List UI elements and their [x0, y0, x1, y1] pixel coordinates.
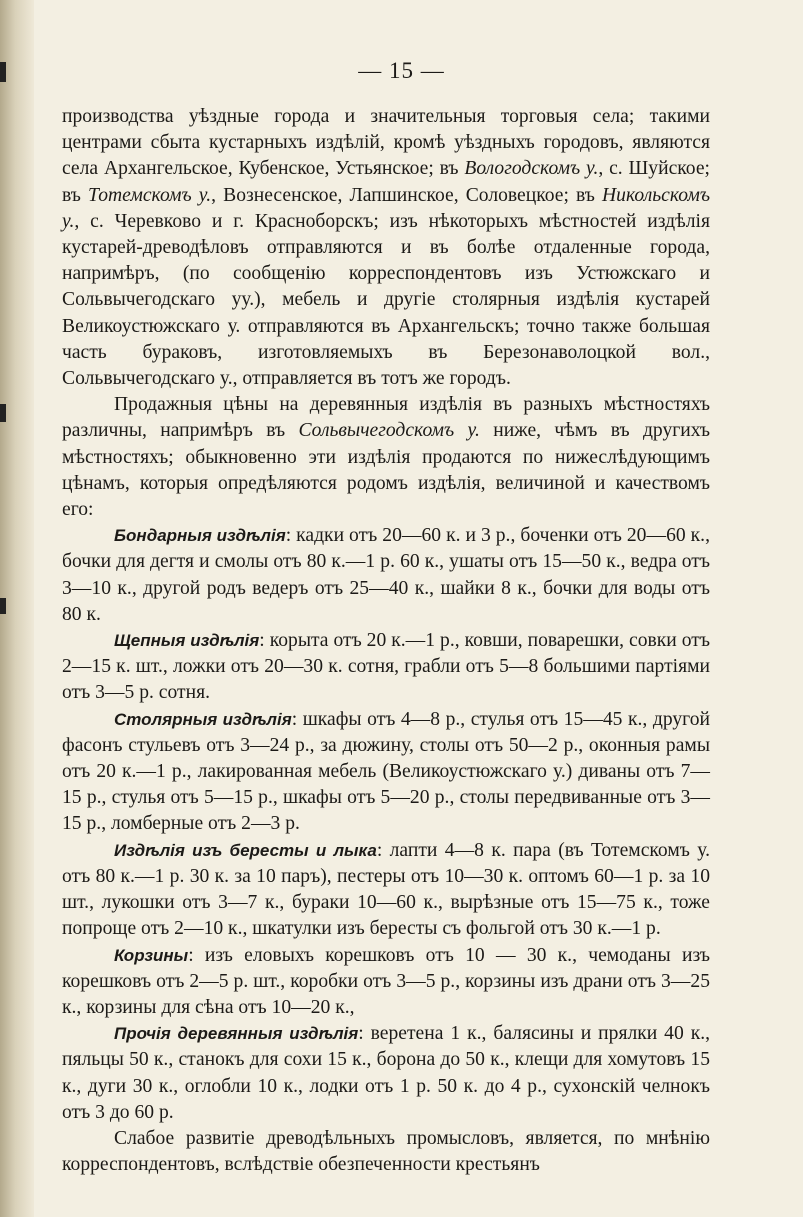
section-heading: Прочія деревянныя издѣлія: [114, 1024, 359, 1044]
page-number: — 15 —: [358, 58, 445, 83]
body-text: : корыта отъ 20 к.—1 р., ковши, поварешки, совки отъ 2—15 к. шт., ложки отъ 20—30 к. сотня, грабли отъ 5—8 большими партіями отъ 3—5 р. сотня.: [62, 630, 710, 704]
paragraph: [62, 1021, 710, 1126]
body-text: : лапти 4—8 к. пара (въ Тотемскомъ у. отъ 80 к.—1 р. 30 к. за 10 паръ), пестеры отъ 10—30 к. оптомъ 60—1 р. за 10 шт., лукошки отъ 3—7 к., бураки 10—60 к., вырѣзные отъ 15—75 к., тоже попроще отъ 2—10 к., шкатулки изъ бересты съ фольгой отъ 30 к.—1 р.: [62, 839, 710, 940]
paragraph: [62, 707, 710, 838]
page-body: [62, 104, 710, 1178]
paragraph: [62, 104, 710, 392]
body-text: , с. Шуйское; въ: [62, 158, 710, 206]
body-text: : кадки отъ 20—60 к. и 3 р., боченки отъ 20—60 к., бочки для дегтя и смолы отъ 80 к.—1 р. 60 к., ушаты отъ 15—50 к., ведра отъ 3—10 к., другой родъ ведеръ отъ 25—40 к., шайки 8 к., бочки для воды отъ 80 к.: [62, 525, 710, 625]
body-text: , с. Черевково и г. Красноборскъ; изъ нѣкоторыхъ мѣстностей издѣлія кустарей-древодѣловъ отправляются и въ болѣе отдаленные города, напримѣръ, (по сообщенію корреспондентовъ изъ Устюжскаго и Сольвычегодскаго уу.), мебель и другіе столярныя издѣлія кустарей Великоустюжскаго у. отправляются въ Архангельскъ; точно также большая часть бураковъ, изготовляемыхъ въ Березонаволоцкой вол., Сольвычегодскаго у., отправляется въ тотъ же городъ.: [62, 210, 710, 390]
binding-mark: [0, 598, 6, 614]
book-spine-shadow: [0, 0, 34, 1217]
body-text: : шкафы отъ 4—8 р., стулья отъ 15—45 к., другой фасонъ стульевъ отъ 3—24 р., за дюжину, столы отъ 50—2 р., оконныя рамы отъ 20 к.—1 р., лакированная мебель (Великоустюжскаго у.) диваны отъ 7—15 р., стулья отъ 5—15 р., шкафы отъ 5—20 р., столы передвиванные отъ 3—15 р., ломберные отъ 2—3 р.: [62, 708, 710, 835]
section-heading: Корзины: [114, 945, 189, 965]
body-text: : изъ еловыхъ корешковъ отъ 10 — 30 к., чемоданы изъ корешковъ отъ 2—5 р. шт., коробки отъ 3—5 р., корзины изъ драни отъ 3—25 к., корзины для сѣна отъ 10—20 к.,: [62, 944, 710, 1018]
body-text: , Вознесенское, Лапшинское, Соловецкое; въ: [211, 184, 603, 206]
paragraph: [62, 1126, 710, 1178]
italic-text: Никольскомъ у.: [62, 184, 711, 232]
body-text: Продажныя цѣны на деревянныя издѣлія въ разныхъ мѣстностяхъ различны, напримѣръ въ: [62, 394, 710, 442]
body-text: Слабое развитіе древодѣльныхъ промысловъ, является, по мнѣнію корреспондентовъ, вслѣдствіе обезпеченности крестьянъ: [62, 1127, 710, 1176]
italic-text: Тотемскомъ у.: [88, 184, 212, 206]
body-text: : веретена 1 к., балясины и прялки 40 к., пяльцы 50 к., станокъ для сохи 15 к., борона до 50 к., клещи для хомутовъ 15 к., дуги 30 к., оглобли 10 к., лодки отъ 1 р. 50 к. до 4 р., сухонскій челнокъ отъ 3 до 60 р.: [62, 1023, 711, 1123]
section-heading: Издѣлія изъ бересты и лыка: [114, 840, 377, 860]
paragraph: [62, 943, 710, 1022]
body-text: производства уѣздные города и значительныя торговыя села; такими центрами сбыта кустарныхъ издѣлій, кромѣ уѣздныхъ городовъ, являются села Архангельское, Кубенское, Устьянское; въ: [62, 106, 710, 180]
section-heading: Щепныя издѣлія: [114, 631, 260, 651]
body-text: ниже, чѣмъ въ другихъ мѣстностяхъ; обыкновенно эти издѣлія продаются по нижеслѣдующимъ цѣнамъ, которыя опредѣляются родомъ издѣлія, величиной и качествомъ его:: [62, 420, 710, 521]
paragraph: [62, 838, 710, 943]
italic-text: Сольвычегодскомъ у.: [298, 420, 480, 442]
section-heading: Бондарныя издѣлія: [114, 526, 286, 546]
paragraph: [62, 523, 710, 628]
paragraph: [62, 392, 710, 523]
section-heading: Столярныя издѣлія: [114, 709, 292, 729]
italic-text: Вологодскомъ у.: [464, 158, 599, 180]
paragraph: [62, 628, 710, 707]
binding-mark: [0, 404, 6, 422]
